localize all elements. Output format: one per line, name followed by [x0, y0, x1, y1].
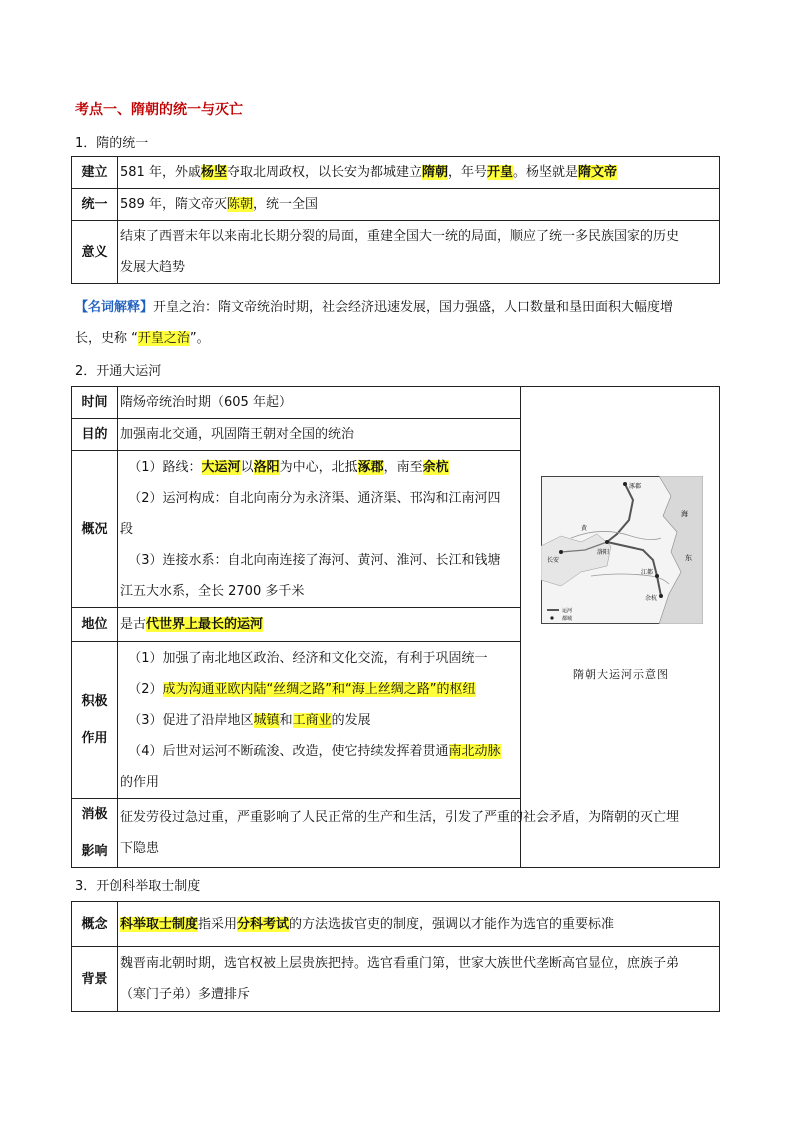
table-row — [72, 902, 720, 947]
canal-map — [541, 476, 703, 624]
row-label: 地位 — [72, 608, 118, 642]
map-cell — [521, 387, 720, 868]
row-content: （1）路线：大运河以洛阳为中心，北抵涿郡，南至余杭 （2）运河构成：自北向南分为永济渠、通济渠、邗沟和江南河四 段 （3）连接水系：自北向南连接了海河、黄河、淮河、长江和钱塘 江五大水系，全长 2700 多千米 — [118, 451, 521, 608]
map-label: 东 — [685, 554, 692, 562]
table-row — [72, 157, 720, 189]
row-content: 魏晋南北朝时期，选官权被上层贵族把持。选官看重门第，世家大族世代垄断高官显位，庶族子弟 （寒门子弟）多遭排斥 — [118, 947, 720, 1012]
heading-exam: 3．开创科举取士制度 — [75, 879, 201, 894]
row-label: 目的 — [72, 419, 118, 451]
term-label: 【名词解释】 — [75, 300, 154, 315]
table-row — [72, 221, 720, 284]
row-content: 589 年，隋文帝灭陈朝，统一全国 — [118, 189, 720, 221]
row-content: 征发劳役过急过重，严重影响了人民正常的生产和生活，引发了严重的社会矛盾，为隋朝的灭亡埋 下隐患 — [118, 799, 720, 868]
row-content: 隋炀帝统治时期（605 年起） — [118, 387, 521, 419]
row-content: 581 年，外戚杨坚夺取北周政权，以长安为都城建立隋朝，年号开皇。杨坚就是隋文帝 — [118, 157, 720, 189]
row-label: 建立 — [72, 157, 118, 189]
map-label: 江都 — [641, 569, 654, 576]
row-content: 是古代世界上最长的运河 — [118, 608, 521, 642]
row-label: 消极 影响 — [72, 799, 118, 868]
heading-canal: 2．开通大运河 — [75, 364, 162, 379]
row-content: 结束了西晋末年以来南北长期分裂的局面，重建全国大一统的局面，顺应了统一多民族国家的历史 发展大趋势 — [118, 221, 720, 284]
table-exam — [71, 901, 720, 1012]
row-label: 概况 — [72, 451, 118, 608]
row-content: 科举取士制度指采用分科考试的方法选拔官吏的制度，强调以才能作为选官的重要标准 — [118, 902, 720, 947]
map-label: 余杭 — [645, 595, 658, 602]
map-label: 海 — [681, 510, 688, 518]
map-label: 涿郡 — [629, 483, 642, 490]
row-label: 背景 — [72, 947, 118, 1012]
map-label: 黄 — [581, 525, 588, 532]
table-row — [72, 189, 720, 221]
map-label: 洛阳 — [597, 549, 610, 556]
row-label: 概念 — [72, 902, 118, 947]
table-canal — [71, 386, 720, 868]
map-legend-label: 运河 — [562, 608, 573, 614]
row-content: 加强南北交通，巩固隋王朝对全国的统治 — [118, 419, 521, 451]
table-row — [72, 387, 720, 419]
term-explanation: 【名词解释】开皇之治：隋文帝统治时期，社会经济迅速发展，国力强盛，人口数量和垦田面积大幅度增 长，史称 “开皇之治”。 — [75, 300, 674, 346]
table-unification — [71, 156, 720, 284]
section-title: 考点一、隋朝的统一与灭亡 — [75, 102, 243, 118]
row-label: 积极 作用 — [72, 642, 118, 799]
row-label: 统一 — [72, 189, 118, 221]
row-content: （1）加强了南北地区政治、经济和文化交流，有利于巩固统一 （2）成为沟通亚欧内陆“丝绸之路”和“海上丝绸之路”的枢纽 （3）促进了沿岸地区城镇和工商业的发展 （4）后世对运河不断疏浚、改造，使它持续发挥着贯通南北动脉 的作用 — [118, 642, 521, 799]
row-label: 时间 — [72, 387, 118, 419]
map-legend-label: 都城 — [562, 616, 573, 622]
table-row — [72, 947, 720, 1012]
heading-unification: 1．隋的统一 — [75, 136, 149, 151]
row-label: 意义 — [72, 221, 118, 284]
map-caption: 隋朝大运河示意图 — [573, 668, 669, 681]
map-label: 长安 — [547, 557, 560, 564]
